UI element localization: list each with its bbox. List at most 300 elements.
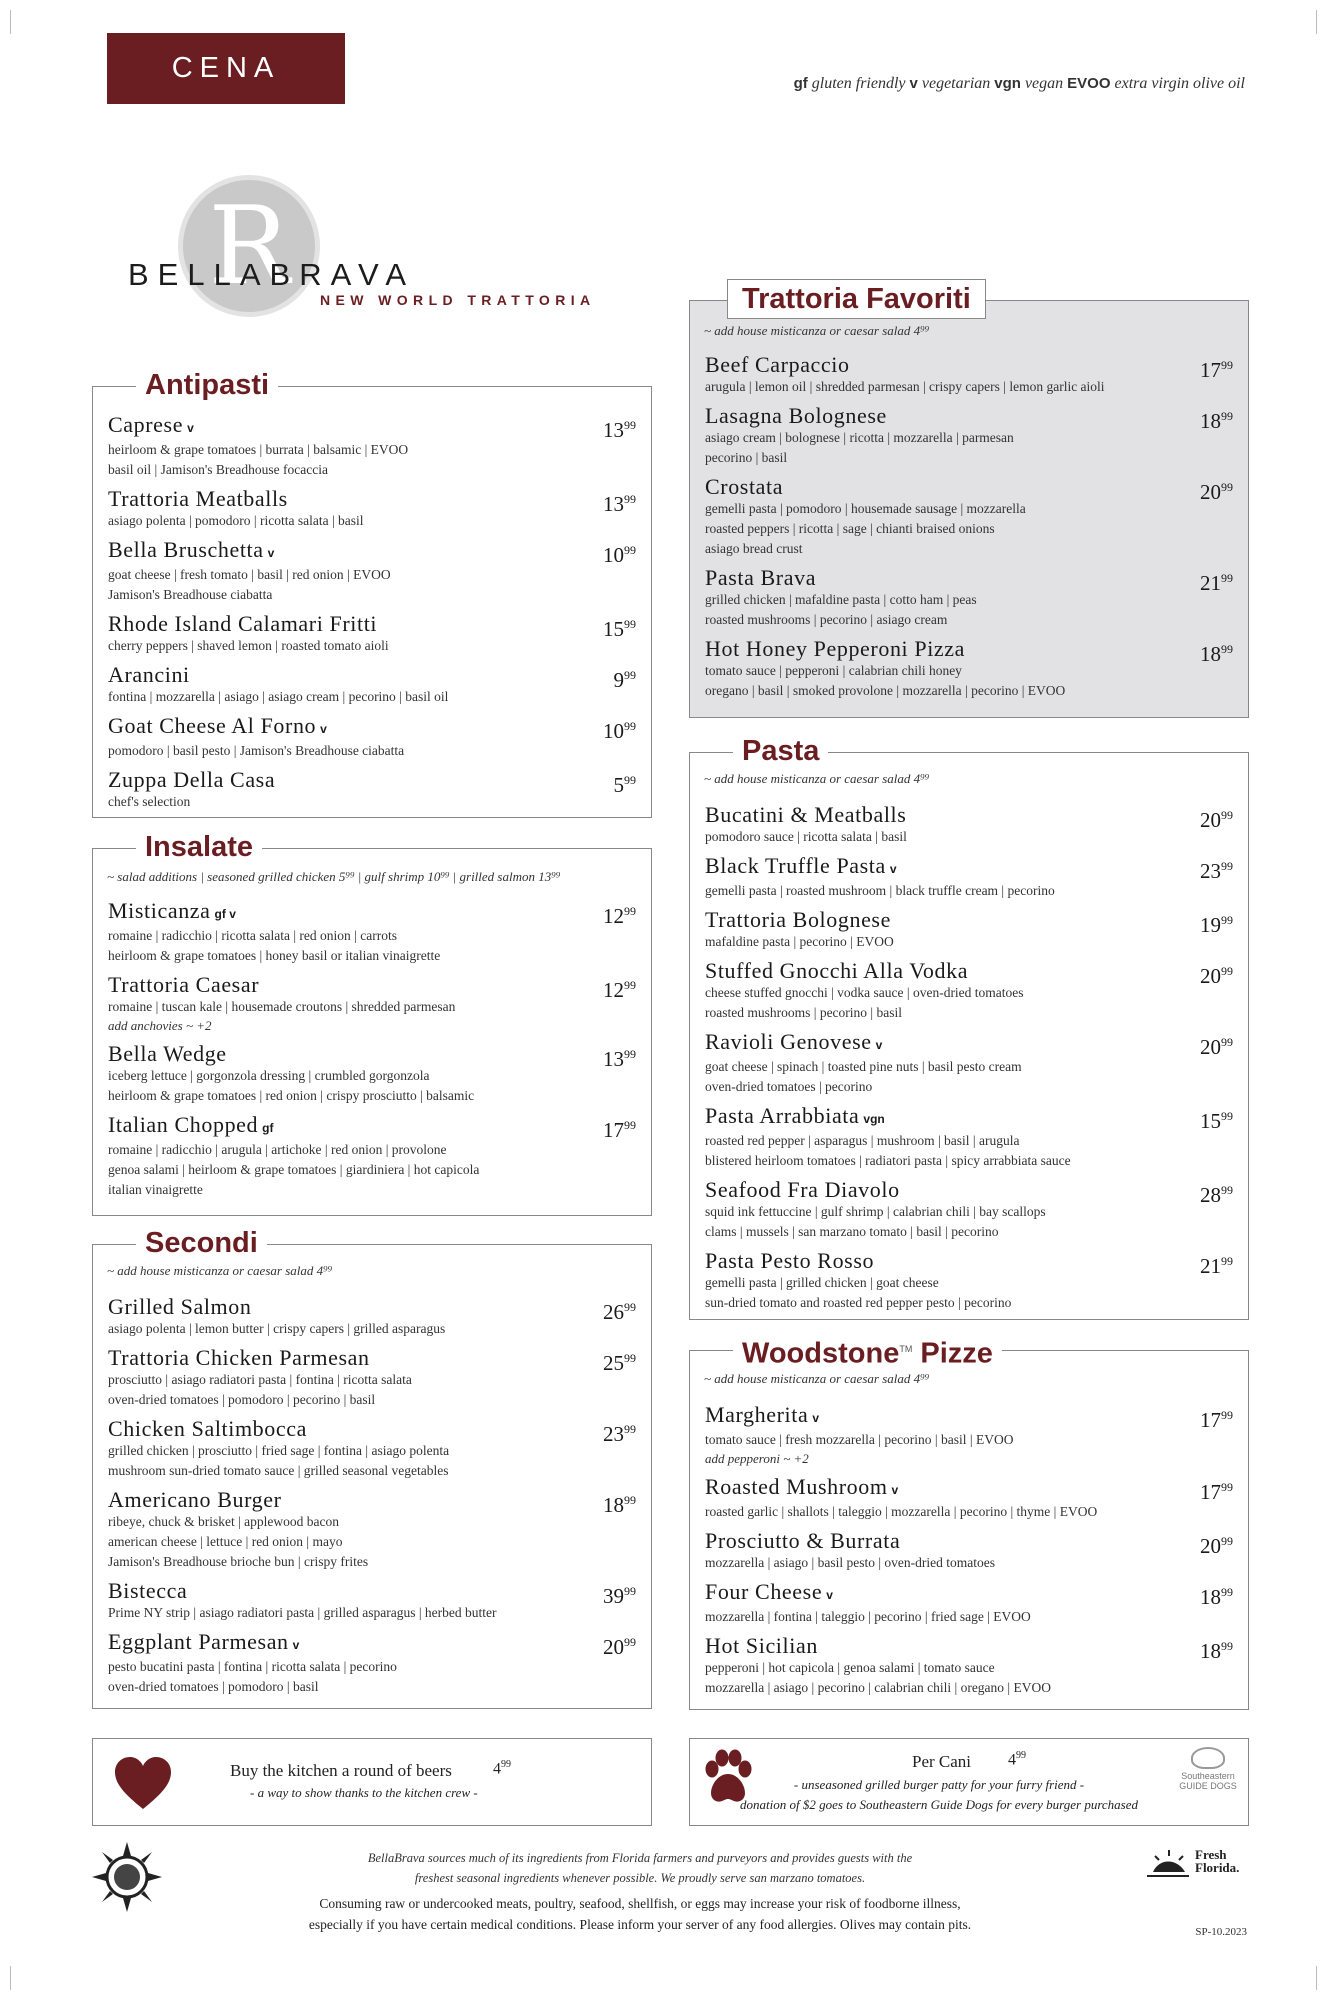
- item-price: [603, 1417, 636, 1446]
- item-description: romaine | radicchio | ricotta salata | red onion | carrots: [108, 928, 397, 943]
- item-name-text: Trattoria Caesar: [108, 972, 260, 997]
- beers-price-cents: 99: [501, 1759, 511, 1770]
- price-cents: 99: [624, 668, 636, 682]
- item-description: asiago polenta | lemon butter | crispy capers | grilled asparagus: [108, 1321, 446, 1336]
- price-cents: 99: [1221, 1534, 1233, 1548]
- price-dollars: 5: [613, 773, 624, 797]
- item-price: [1200, 803, 1233, 832]
- health-warning-line1: Consuming raw or undercooked meats, poultry, seafood, shellfish, or eggs may increase your risk of foodborne illness,: [319, 1896, 961, 1911]
- logo-r-mark: R: [208, 183, 290, 309]
- price-dollars: 25: [603, 1351, 624, 1375]
- price-cents: 99: [624, 978, 636, 992]
- item-name-text: Grilled Salmon: [108, 1294, 252, 1319]
- price-cents: 99: [1221, 1254, 1233, 1268]
- item-name-text: Bella Wedge: [108, 1041, 227, 1066]
- item-description: genoa salami | heirloom & grape tomatoes | giardiniera | hot capicola: [108, 1162, 480, 1177]
- diet-tag: v: [267, 546, 275, 560]
- sourcing-note-line1: BellaBrava sources much of its ingredients from Florida farmers and purveyors and provides guests with the: [367, 1851, 913, 1865]
- price-dollars: 20: [1200, 808, 1221, 832]
- favoriti-note: ~ add house misticanza or caesar salad 4⁹⁹: [704, 323, 930, 338]
- pizze-note: ~ add house misticanza or caesar salad 4⁹⁹: [704, 1371, 930, 1386]
- health-warning-line2: especially if you have certain medical conditions. Please inform your server of any food allergies. Olives may contain pits.: [308, 1917, 972, 1932]
- item-description: heirloom & grape tomatoes | burrata | balsamic | EVOO: [108, 442, 409, 457]
- item-price: [603, 538, 636, 567]
- item-description: gemelli pasta | roasted mushroom | black truffle cream | pecorino: [705, 883, 1055, 898]
- fresh-florida-line1: Fresh: [1195, 1847, 1227, 1862]
- item-price: [603, 1295, 636, 1324]
- price-dollars: 15: [1200, 1109, 1221, 1133]
- item-description: oven-dried tomatoes | pomodoro | basil: [108, 1679, 319, 1694]
- per-cani-title: Per Cani: [912, 1752, 972, 1771]
- price-cents: 99: [624, 1118, 636, 1132]
- menu-item: [108, 663, 636, 707]
- item-name-text: Roasted Mushroom: [705, 1474, 888, 1499]
- item-name: [108, 973, 636, 997]
- item-price: [603, 899, 636, 928]
- diet-tag: v: [875, 1038, 883, 1052]
- item-name: [705, 475, 1233, 499]
- item-name: [705, 1030, 1233, 1057]
- item-name-text: Pasta Brava: [705, 565, 817, 590]
- item-description: cheese stuffed gnocchi | vodka sauce | oven-dried tomatoes: [705, 985, 1024, 1000]
- legend-abbr: gf: [793, 75, 808, 92]
- item-description: heirloom & grape tomatoes | honey basil or italian vinaigrette: [108, 948, 441, 963]
- item-price: [1200, 854, 1233, 883]
- item-name-text: Hot Sicilian: [705, 1633, 818, 1658]
- menu-item: [705, 1403, 1233, 1468]
- item-name-text: Chicken Saltimbocca: [108, 1416, 307, 1441]
- sourcing-note: [210, 1848, 1070, 1888]
- price-cents: 99: [624, 1300, 636, 1314]
- cena-badge: CENA: [107, 33, 345, 104]
- menu-item: [108, 1579, 636, 1623]
- item-name-text: Zuppa Della Casa: [108, 767, 276, 792]
- item-price: [1200, 353, 1233, 382]
- item-description: fontina | mozzarella | asiago | asiago cream | pecorino | basil oil: [108, 689, 449, 704]
- price-dollars: 18: [1200, 409, 1221, 433]
- per-cani-line1: - unseasoned grilled burger patty for your furry friend -: [793, 1777, 1085, 1792]
- price-dollars: 20: [1200, 964, 1221, 988]
- item-name: [705, 404, 1233, 428]
- price-cents: 99: [1221, 1109, 1233, 1123]
- price-dollars: 17: [1200, 358, 1221, 382]
- price-cents: 99: [624, 1351, 636, 1365]
- insalate-list: [108, 899, 636, 1207]
- item-price: [603, 973, 636, 1002]
- price-dollars: 20: [1200, 1534, 1221, 1558]
- item-price: [614, 768, 637, 797]
- legend-abbr: vgn: [994, 75, 1021, 92]
- item-price: [603, 1346, 636, 1375]
- guide-dogs-logo: [1176, 1747, 1240, 1791]
- item-name-text: Trattoria Meatballs: [108, 486, 288, 511]
- menu-item: [705, 959, 1233, 1023]
- diet-tag: v: [826, 1588, 833, 1602]
- price-cents: 99: [1221, 964, 1233, 978]
- diet-tag: v: [891, 1483, 899, 1497]
- item-name: [705, 637, 1233, 661]
- legend-abbr: EVOO: [1067, 75, 1111, 92]
- item-price: [603, 1042, 636, 1071]
- menu-item: [705, 637, 1233, 701]
- item-description: pomodoro | basil pesto | Jamison's Breadhouse ciabatta: [108, 743, 405, 758]
- item-name: [705, 1529, 1233, 1553]
- menu-item: [108, 1630, 636, 1697]
- menu-item: [705, 1475, 1233, 1522]
- price-cents: 99: [1221, 358, 1233, 372]
- menu-item: [108, 1042, 636, 1106]
- item-name-text: Bella Bruschetta: [108, 537, 264, 562]
- menu-item: [705, 803, 1233, 847]
- item-name: [108, 768, 636, 792]
- item-name: [108, 612, 636, 636]
- price-dollars: 21: [1200, 571, 1221, 595]
- beers-text: Buy the kitchen a round of beers: [230, 1761, 452, 1780]
- price-cents: 99: [1221, 1480, 1233, 1494]
- item-addon: add anchovies ~ +2: [108, 1018, 212, 1033]
- item-name: [705, 353, 1233, 377]
- item-description: arugula | lemon oil | shredded parmesan | crispy capers | lemon garlic aioli: [705, 379, 1105, 394]
- item-description: prosciutto | asiago radiatori pasta | fontina | ricotta salata: [108, 1372, 412, 1387]
- price-cents: 99: [1221, 1639, 1233, 1653]
- item-description: oven-dried tomatoes | pecorino: [705, 1079, 873, 1094]
- item-name-text: Pasta Arrabbiata: [705, 1103, 860, 1128]
- item-description: mozzarella | asiago | basil pesto | oven-dried tomatoes: [705, 1555, 996, 1570]
- item-name-text: Caprese: [108, 412, 184, 437]
- per-cani-price-dollars: 4: [1008, 1751, 1016, 1769]
- price-cents: 99: [624, 1047, 636, 1061]
- price-dollars: 18: [1200, 1639, 1221, 1663]
- menu-item: [705, 1104, 1233, 1171]
- item-name-text: Hot Honey Pepperoni Pizza: [705, 636, 965, 661]
- menu-item: [705, 1634, 1233, 1698]
- item-description: oven-dried tomatoes | pomodoro | pecorino | basil: [108, 1392, 376, 1407]
- item-description: Jamison's Breadhouse ciabatta: [108, 587, 273, 602]
- item-name-text: Trattoria Chicken Parmesan: [108, 1345, 370, 1370]
- item-name-text: Arancini: [108, 662, 190, 687]
- diet-tag: v: [812, 1411, 820, 1425]
- price-cents: 99: [1221, 859, 1233, 873]
- pasta-section: [689, 735, 1249, 1320]
- item-price: [1200, 637, 1233, 666]
- per-cani-description: [690, 1775, 1188, 1815]
- item-description: roasted red pepper | asparagus | mushroom | basil | arugula: [705, 1133, 1020, 1148]
- item-name: [108, 1042, 636, 1066]
- item-name: [108, 1579, 636, 1603]
- item-price: [1200, 1634, 1233, 1663]
- per-cani-box: [689, 1738, 1249, 1826]
- legend-text: vegetarian: [921, 75, 991, 92]
- item-description: gemelli pasta | pomodoro | housemade sausage | mozzarella: [705, 501, 1026, 516]
- item-name: [705, 803, 1233, 827]
- price-dollars: 28: [1200, 1183, 1221, 1207]
- item-description: asiago polenta | pomodoro | ricotta salata | basil: [108, 513, 364, 528]
- pizze-title-main: Woodstone: [742, 1337, 900, 1370]
- item-name: [108, 538, 636, 565]
- price-cents: 99: [1221, 642, 1233, 656]
- item-price: [603, 1630, 636, 1659]
- menu-code: SP-10.2023: [1195, 1926, 1247, 1938]
- item-price: [1200, 1249, 1233, 1278]
- item-name: [108, 487, 636, 511]
- menu-item: [705, 1030, 1233, 1097]
- favoriti-section: [689, 283, 1249, 718]
- price-dollars: 23: [603, 1422, 624, 1446]
- item-price: [603, 612, 636, 641]
- menu-item: [705, 404, 1233, 468]
- item-price: [1200, 1403, 1233, 1432]
- diet-tag: gf v: [214, 907, 236, 921]
- item-description: chef's selection: [108, 794, 191, 809]
- secondi-note: ~ add house misticanza or caesar salad 4⁹⁹: [107, 1263, 333, 1278]
- price-cents: 99: [1221, 1183, 1233, 1197]
- price-dollars: 12: [603, 904, 624, 928]
- item-name-text: Beef Carpaccio: [705, 352, 850, 377]
- menu-item: [108, 973, 636, 1035]
- trademark-mark: TM: [899, 1344, 913, 1354]
- price-dollars: 18: [1200, 642, 1221, 666]
- item-description: grilled chicken | mafaldine pasta | cotto ham | peas: [705, 592, 977, 607]
- item-name: [705, 1475, 1233, 1502]
- diet-tag: v: [292, 1638, 300, 1652]
- price-dollars: 19: [1200, 913, 1221, 937]
- menu-item: [705, 475, 1233, 559]
- item-name: [705, 1178, 1233, 1202]
- item-description: roasted peppers | ricotta | sage | chianti braised onions: [705, 521, 995, 536]
- menu-item: [705, 1249, 1233, 1313]
- pizze-section: [689, 1337, 1249, 1710]
- item-name: [705, 908, 1233, 932]
- legend-text: extra virgin olive oil: [1114, 75, 1245, 92]
- item-description: goat cheese | spinach | toasted pine nuts | basil pesto cream: [705, 1059, 1022, 1074]
- sun-seal-icon: [92, 1842, 162, 1912]
- insalate-note: ~ salad additions | seasoned grilled chicken 5⁹⁹ | gulf shrimp 10⁹⁹ | grilled salmon 13⁹⁹: [107, 869, 561, 884]
- menu-item: [108, 899, 636, 966]
- item-description: tomato sauce | pepperoni | calabrian chili honey: [705, 663, 962, 678]
- price-cents: 99: [1221, 1035, 1233, 1049]
- price-dollars: 18: [1200, 1585, 1221, 1609]
- item-description: blistered heirloom tomatoes | radiatori pasta | spicy arrabbiata sauce: [705, 1153, 1071, 1168]
- logo-tagline: NEW WORLD TRATTORIA: [320, 292, 596, 308]
- item-name-text: Four Cheese: [705, 1579, 823, 1604]
- item-description: roasted garlic | shallots | taleggio | mozzarella | pecorino | thyme | EVOO: [705, 1504, 1098, 1519]
- price-cents: 99: [624, 719, 636, 733]
- price-dollars: 20: [1200, 1035, 1221, 1059]
- item-description: romaine | radicchio | arugula | artichoke | red onion | provolone: [108, 1142, 447, 1157]
- price-cents: 99: [624, 773, 636, 787]
- item-name: [705, 959, 1233, 983]
- item-description: cherry peppers | shaved lemon | roasted tomato aioli: [108, 638, 389, 653]
- fresh-florida-logo: [1195, 1848, 1239, 1874]
- price-cents: 99: [624, 543, 636, 557]
- item-name: [108, 899, 636, 926]
- price-dollars: 17: [1200, 1480, 1221, 1504]
- price-dollars: 21: [1200, 1254, 1221, 1278]
- diet-tag: v: [320, 722, 327, 736]
- heart-icon: [113, 1755, 173, 1811]
- item-name: [705, 1104, 1233, 1131]
- item-description: grilled chicken | prosciutto | fried sage | fontina | asiago polenta: [108, 1443, 450, 1458]
- price-cents: 99: [624, 904, 636, 918]
- beers-price-dollars: 4: [493, 1760, 501, 1778]
- item-description: roasted mushrooms | pecorino | basil: [705, 1005, 902, 1020]
- item-description: american cheese | lettuce | red onion | mayo: [108, 1534, 343, 1549]
- item-description: asiago cream | bolognese | ricotta | mozzarella | parmesan: [705, 430, 1014, 445]
- secondi-section: [92, 1227, 652, 1709]
- item-name: [705, 566, 1233, 590]
- fresh-florida-line2: Florida.: [1195, 1860, 1240, 1875]
- favoriti-list: [705, 353, 1233, 708]
- price-cents: 99: [624, 617, 636, 631]
- price-dollars: 20: [603, 1635, 624, 1659]
- menu-item: [108, 1346, 636, 1410]
- item-name: [705, 1634, 1233, 1658]
- menu-item: [108, 1295, 636, 1339]
- price-dollars: 26: [603, 1300, 624, 1324]
- price-cents: 99: [624, 418, 636, 432]
- item-name: [705, 1249, 1233, 1273]
- legend-text: vegan: [1024, 75, 1064, 92]
- price-dollars: 17: [1200, 1408, 1221, 1432]
- item-name-text: Pasta Pesto Rosso: [705, 1248, 875, 1273]
- price-dollars: 13: [603, 418, 624, 442]
- favoriti-title: Trattoria Favoriti: [727, 279, 986, 319]
- item-price: [1200, 404, 1233, 433]
- price-cents: 99: [624, 1493, 636, 1507]
- menu-item: [108, 714, 636, 761]
- item-description: clams | mussels | san marzano tomato | basil | pecorino: [705, 1224, 999, 1239]
- per-cani-price: [1008, 1750, 1026, 1769]
- pasta-note: ~ add house misticanza or caesar salad 4⁹⁹: [704, 771, 930, 786]
- item-description: italian vinaigrette: [108, 1182, 203, 1197]
- antipasti-title: Antipasti: [136, 366, 278, 404]
- diet-tag: v: [889, 862, 897, 876]
- legend-text: gluten friendly: [811, 75, 906, 92]
- item-price: [1200, 959, 1233, 988]
- item-description: ribeye, chuck & brisket | applewood bacon: [108, 1514, 340, 1529]
- item-name: [108, 1417, 636, 1441]
- item-description: sun-dried tomato and roasted red pepper pesto | pecorino: [705, 1295, 1012, 1310]
- item-name: [705, 1580, 1233, 1607]
- item-name: [108, 1488, 636, 1512]
- price-dollars: 13: [603, 492, 624, 516]
- item-description: oregano | basil | smoked provolone | mozzarella | pecorino | EVOO: [705, 683, 1066, 698]
- per-cani-price-cents: 99: [1016, 1750, 1026, 1761]
- price-cents: 99: [1221, 480, 1233, 494]
- pasta-list: [705, 803, 1233, 1320]
- sourcing-note-line2: freshest seasonal ingredients whenever possible. We proudly serve san marzano tomatoes.: [414, 1871, 866, 1885]
- beers-price: [493, 1759, 511, 1778]
- price-cents: 99: [1221, 409, 1233, 423]
- dietary-legend: [794, 75, 1245, 93]
- price-cents: 99: [624, 1422, 636, 1436]
- price-dollars: 10: [603, 543, 624, 567]
- bellabrava-logo: [128, 172, 618, 322]
- price-dollars: 9: [613, 668, 624, 692]
- item-description: iceberg lettuce | gorgonzola dressing | crumbled gorgonzola: [108, 1068, 430, 1083]
- logo-wordmark: BELLABRAVA: [128, 257, 416, 292]
- item-name-text: Rhode Island Calamari Fritti: [108, 611, 378, 636]
- item-price: [603, 1488, 636, 1517]
- menu-item: [705, 566, 1233, 630]
- price-cents: 99: [1221, 913, 1233, 927]
- beers-subtext: - a way to show thanks to the kitchen crew -: [250, 1785, 478, 1800]
- item-name-text: Black Truffle Pasta: [705, 853, 886, 878]
- item-price: [1200, 908, 1233, 937]
- pizze-title-sub: Pizze: [920, 1337, 993, 1370]
- crop-mark: [1316, 10, 1317, 34]
- item-price: [1200, 566, 1233, 595]
- insalate-title: Insalate: [136, 828, 262, 866]
- item-addon: add pepperoni ~ +2: [705, 1451, 809, 1466]
- crop-mark: [10, 10, 11, 34]
- price-dollars: 12: [603, 978, 624, 1002]
- guide-dogs-icon: [1191, 1747, 1225, 1769]
- price-cents: 99: [624, 1635, 636, 1649]
- price-cents: 99: [1221, 1408, 1233, 1422]
- menu-item: [108, 538, 636, 605]
- pizze-title: [733, 1330, 1002, 1373]
- price-dollars: 10: [603, 719, 624, 743]
- diet-tag: gf: [262, 1121, 274, 1135]
- price-dollars: 18: [603, 1493, 624, 1517]
- item-price: [614, 663, 637, 692]
- item-price: [1200, 475, 1233, 504]
- menu-item: [705, 1178, 1233, 1242]
- price-cents: 99: [1221, 1585, 1233, 1599]
- item-name-text: Goat Cheese Al Forno: [108, 713, 317, 738]
- menu-item: [108, 413, 636, 480]
- item-name-text: Prosciutto & Burrata: [705, 1528, 901, 1553]
- item-name-text: Bucatini & Meatballs: [705, 802, 907, 827]
- item-name-text: Crostata: [705, 474, 784, 499]
- menu-item: [108, 1113, 636, 1200]
- price-cents: 99: [624, 492, 636, 506]
- item-name-text: Eggplant Parmesan: [108, 1629, 289, 1654]
- legend-abbr: v: [909, 75, 918, 92]
- price-dollars: 39: [603, 1584, 624, 1608]
- item-price: [1200, 1529, 1233, 1558]
- menu-item: [108, 768, 636, 812]
- item-price: [603, 413, 636, 442]
- item-description: romaine | tuscan kale | housemade croutons | shredded parmesan: [108, 999, 456, 1014]
- price-cents: 99: [624, 1584, 636, 1598]
- pasta-title: Pasta: [733, 732, 828, 770]
- item-name-text: Bistecca: [108, 1578, 188, 1603]
- item-name-text: Italian Chopped: [108, 1112, 259, 1137]
- diet-tag: vgn: [863, 1112, 885, 1126]
- item-price: [603, 714, 636, 743]
- item-description: mushroom sun-dried tomato sauce | grilled seasonal vegetables: [108, 1463, 449, 1478]
- item-name: [108, 1113, 636, 1140]
- price-dollars: 23: [1200, 859, 1221, 883]
- item-description: pomodoro sauce | ricotta salata | basil: [705, 829, 907, 844]
- item-name: [108, 663, 636, 687]
- menu-item: [705, 908, 1233, 952]
- item-description: mozzarella | asiago | pecorino | calabrian chili | oregano | EVOO: [705, 1680, 1051, 1695]
- menu-item: [705, 1529, 1233, 1573]
- item-description: asiago bread crust: [705, 541, 803, 556]
- item-price: [1200, 1104, 1233, 1133]
- antipasti-section: [92, 369, 652, 818]
- item-name: [108, 714, 636, 741]
- item-name-text: Trattoria Bolognese: [705, 907, 891, 932]
- item-name: [108, 1295, 636, 1319]
- item-name-text: Misticanza: [108, 898, 211, 923]
- item-description: heirloom & grape tomatoes | red onion | crispy prosciutto | balsamic: [108, 1088, 475, 1103]
- crop-mark: [10, 1966, 11, 1990]
- price-dollars: 17: [603, 1118, 624, 1142]
